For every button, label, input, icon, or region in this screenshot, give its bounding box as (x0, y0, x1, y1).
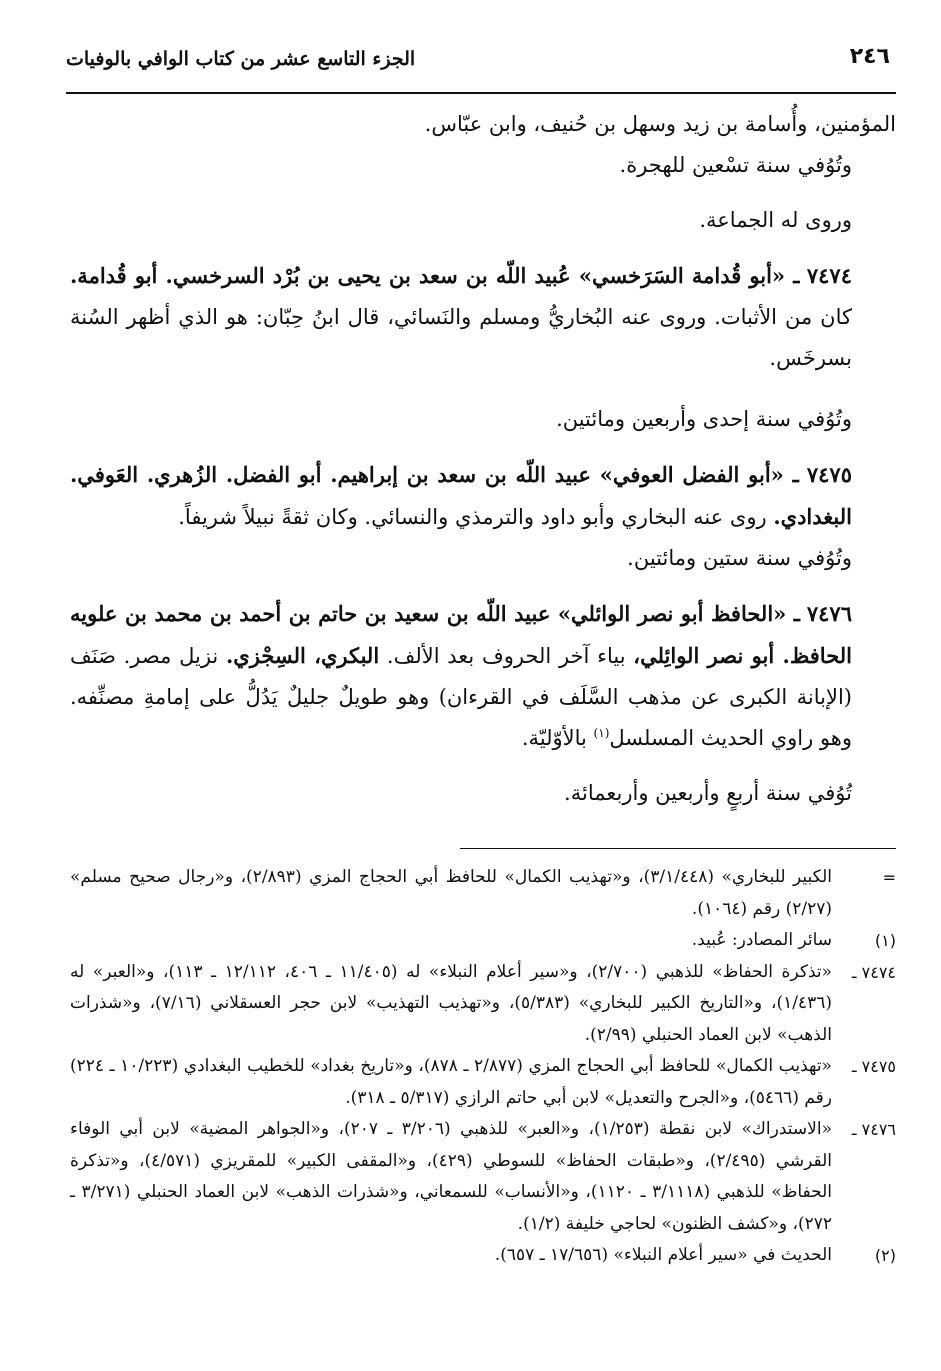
footnote-text: «الاستدراك» لابن نقطة (١/٢٥٣)، و«العبر» للذهبي (٣/٢٠٦ ـ ٢٠٧)، و«الجواهر المضية» لابن أبي الوفاء القرشي (٢/٤٩٥)، و«طبقات الحفاظ» للسوطي (٤٢٩)، و«المقفى الكبير» للمقريزي (٤/٥٧١)، و«تذكرة الحفاظ» للذهبي (٣/١١١٨ ـ ١١٢٠)، و«الأنساب» للسمعاني، و«شذرات الذهب» لابن العماد الحنبلي (٣/٢٧١ ـ ٢٧٢)، و«كشف الظنون» لحاجي خليفة (١/٢). (70, 1119, 832, 1234)
footnote-mark: (١) (874, 931, 896, 950)
footnote-mark: ٧٤٧٦ ـ (851, 1120, 896, 1139)
entry-number: ٧٤٧٥ (806, 462, 852, 487)
footnote-text: «تذكرة الحفاظ» للذهبي (٢/٧٠٠)، و«سير أعلام النبلاء» له (١١/٤٠٥ ـ ٤٠٦، ١٢/١١٢ ـ ١١٣)، و«العبر» له (١/٤٣٦)، و«التاريخ الكبير للبخاري» (٥/٣٨٣)، و«تهذيب التهذيب» لابن حجر العسقلاني (٧/١٦)، و«شذرات الذهب» لابن العماد الحنبلي (٢/٩٩). (70, 961, 832, 1045)
footnote-ref[interactable]: (١) (593, 726, 610, 740)
footnote-text: «تهذيب الكمال» للحافظ أبي الحجاج المزي (٢/٨٧٧ ـ ٨٧٨)، و«تاريخ بغداد» للخطيب البغدادي (١٠/٢٢٣ ـ ٢٢٤) رقم (٥٤٦٦)، و«الجرح والتعديل» لابن أبي حاتم الرازي (٥/٣١٧ ـ ٣١٨). (70, 1056, 832, 1108)
footnote-divider (460, 848, 896, 849)
footnote-mark: ٧٤٧٥ ـ (851, 1057, 896, 1076)
footnote-text: سائر المصادر: عُبيد. (691, 930, 832, 950)
entry-text: نزيل مصر. صَنَف (الإبانة الكبرى عن مذهب السَّلَف في القرءان) وهو طويلٌ جليلٌ يَدُلُّ على إمامةِ مصنِّفه. وهو راوي الحديث المسلسل (70, 644, 852, 750)
footnote (70, 862, 896, 925)
entry-number: ٧٤٧٦ (806, 601, 852, 626)
entry-heading: ـ «أبو الفضل العوفي» عبيد اللّه بن سعد بن إبراهيم. أبو الفضل. الزُهري. العَوفي. البغدادي. (70, 462, 852, 529)
entry-text: كان من الأثبات. وروى عنه البُخاريُّ ومسلم والنَسائي، قال ابنُ حِبّان: هو الذي أظهر السُنة بسرخَس. (70, 305, 852, 370)
footnote-mark: = (882, 868, 896, 887)
running-title: الجزء التاسع عشر من كتاب الوافي بالوفيات (66, 48, 416, 70)
footnotes (70, 862, 896, 1272)
entry-text: روى عنه البخاري وأبو داود والترمذي والنسائي. وكان ثقةً نبيلاً شريفاً. (178, 505, 767, 529)
footnote (70, 1114, 896, 1240)
entry-text: بالأوّليّة. (521, 726, 587, 750)
footnote-mark: ٧٤٧٤ ـ (851, 962, 896, 982)
death-line: وتُوُفي سنة إحدى وأربعين ومائتين. (556, 407, 852, 431)
footnote-text: الحديث في «سير أعلام النبلاء» (١٧/٦٥٦ ـ ٦٥٧). (494, 1245, 832, 1265)
entry-text: بياء آخر الحروف بعد الألف. (386, 644, 626, 668)
death-line: وتُوُفي سنة ستين ومائتين. (627, 546, 852, 570)
page-number: ٢٤٦ (849, 44, 890, 69)
footnote (70, 957, 896, 1052)
footnote-text: الكبير للبخاري» (٣/١/٤٤٨)، و«تهذيب الكمال» للحافظ أبي الحجاج المزي (٢/٨٩٣)، و«رجال صحيح مسلم» (٢/٢٧) رقم (١٠٦٤). (70, 867, 832, 919)
footnote-mark: (٢) (874, 1246, 896, 1265)
main-text (70, 104, 896, 814)
death-line: تُوُفي سنة أربعٍ وأربعين وأربعمائة. (564, 781, 852, 805)
entry-heading: ـ «الحافظ أبو نصر الوائلي» عبيد اللّه بن سعيد بن حاتم بن أحمد بن محمد بن علويه الحافظ. أبو نصر الوائِلي، (70, 601, 852, 668)
entry-7475 (70, 454, 896, 538)
paragraph: المؤمنين، وأُسامة بن زيد وسهل بن حُنيف، وابن عبّاس. (424, 112, 896, 136)
entry-nisba: البكري، السِجْزي. (225, 643, 380, 668)
entry-heading: ـ «أبو قُدامة السَرَخسي» عُبيد اللّه بن سعد بن يحيى بن بُرْد السرخسي. أبو قُدامة. (70, 263, 800, 288)
page-header (66, 44, 896, 94)
entry-number: ٧٤٧٤ (806, 263, 852, 288)
entry-7474 (70, 255, 896, 379)
death-line: وتُوُفي سنة تسْعين للهجرة. (619, 153, 852, 177)
paragraph: وروى له الجماعة. (699, 208, 852, 232)
footnote (70, 925, 896, 957)
footnote (70, 1240, 896, 1272)
entry-7476 (70, 593, 896, 759)
footnote (70, 1051, 896, 1114)
